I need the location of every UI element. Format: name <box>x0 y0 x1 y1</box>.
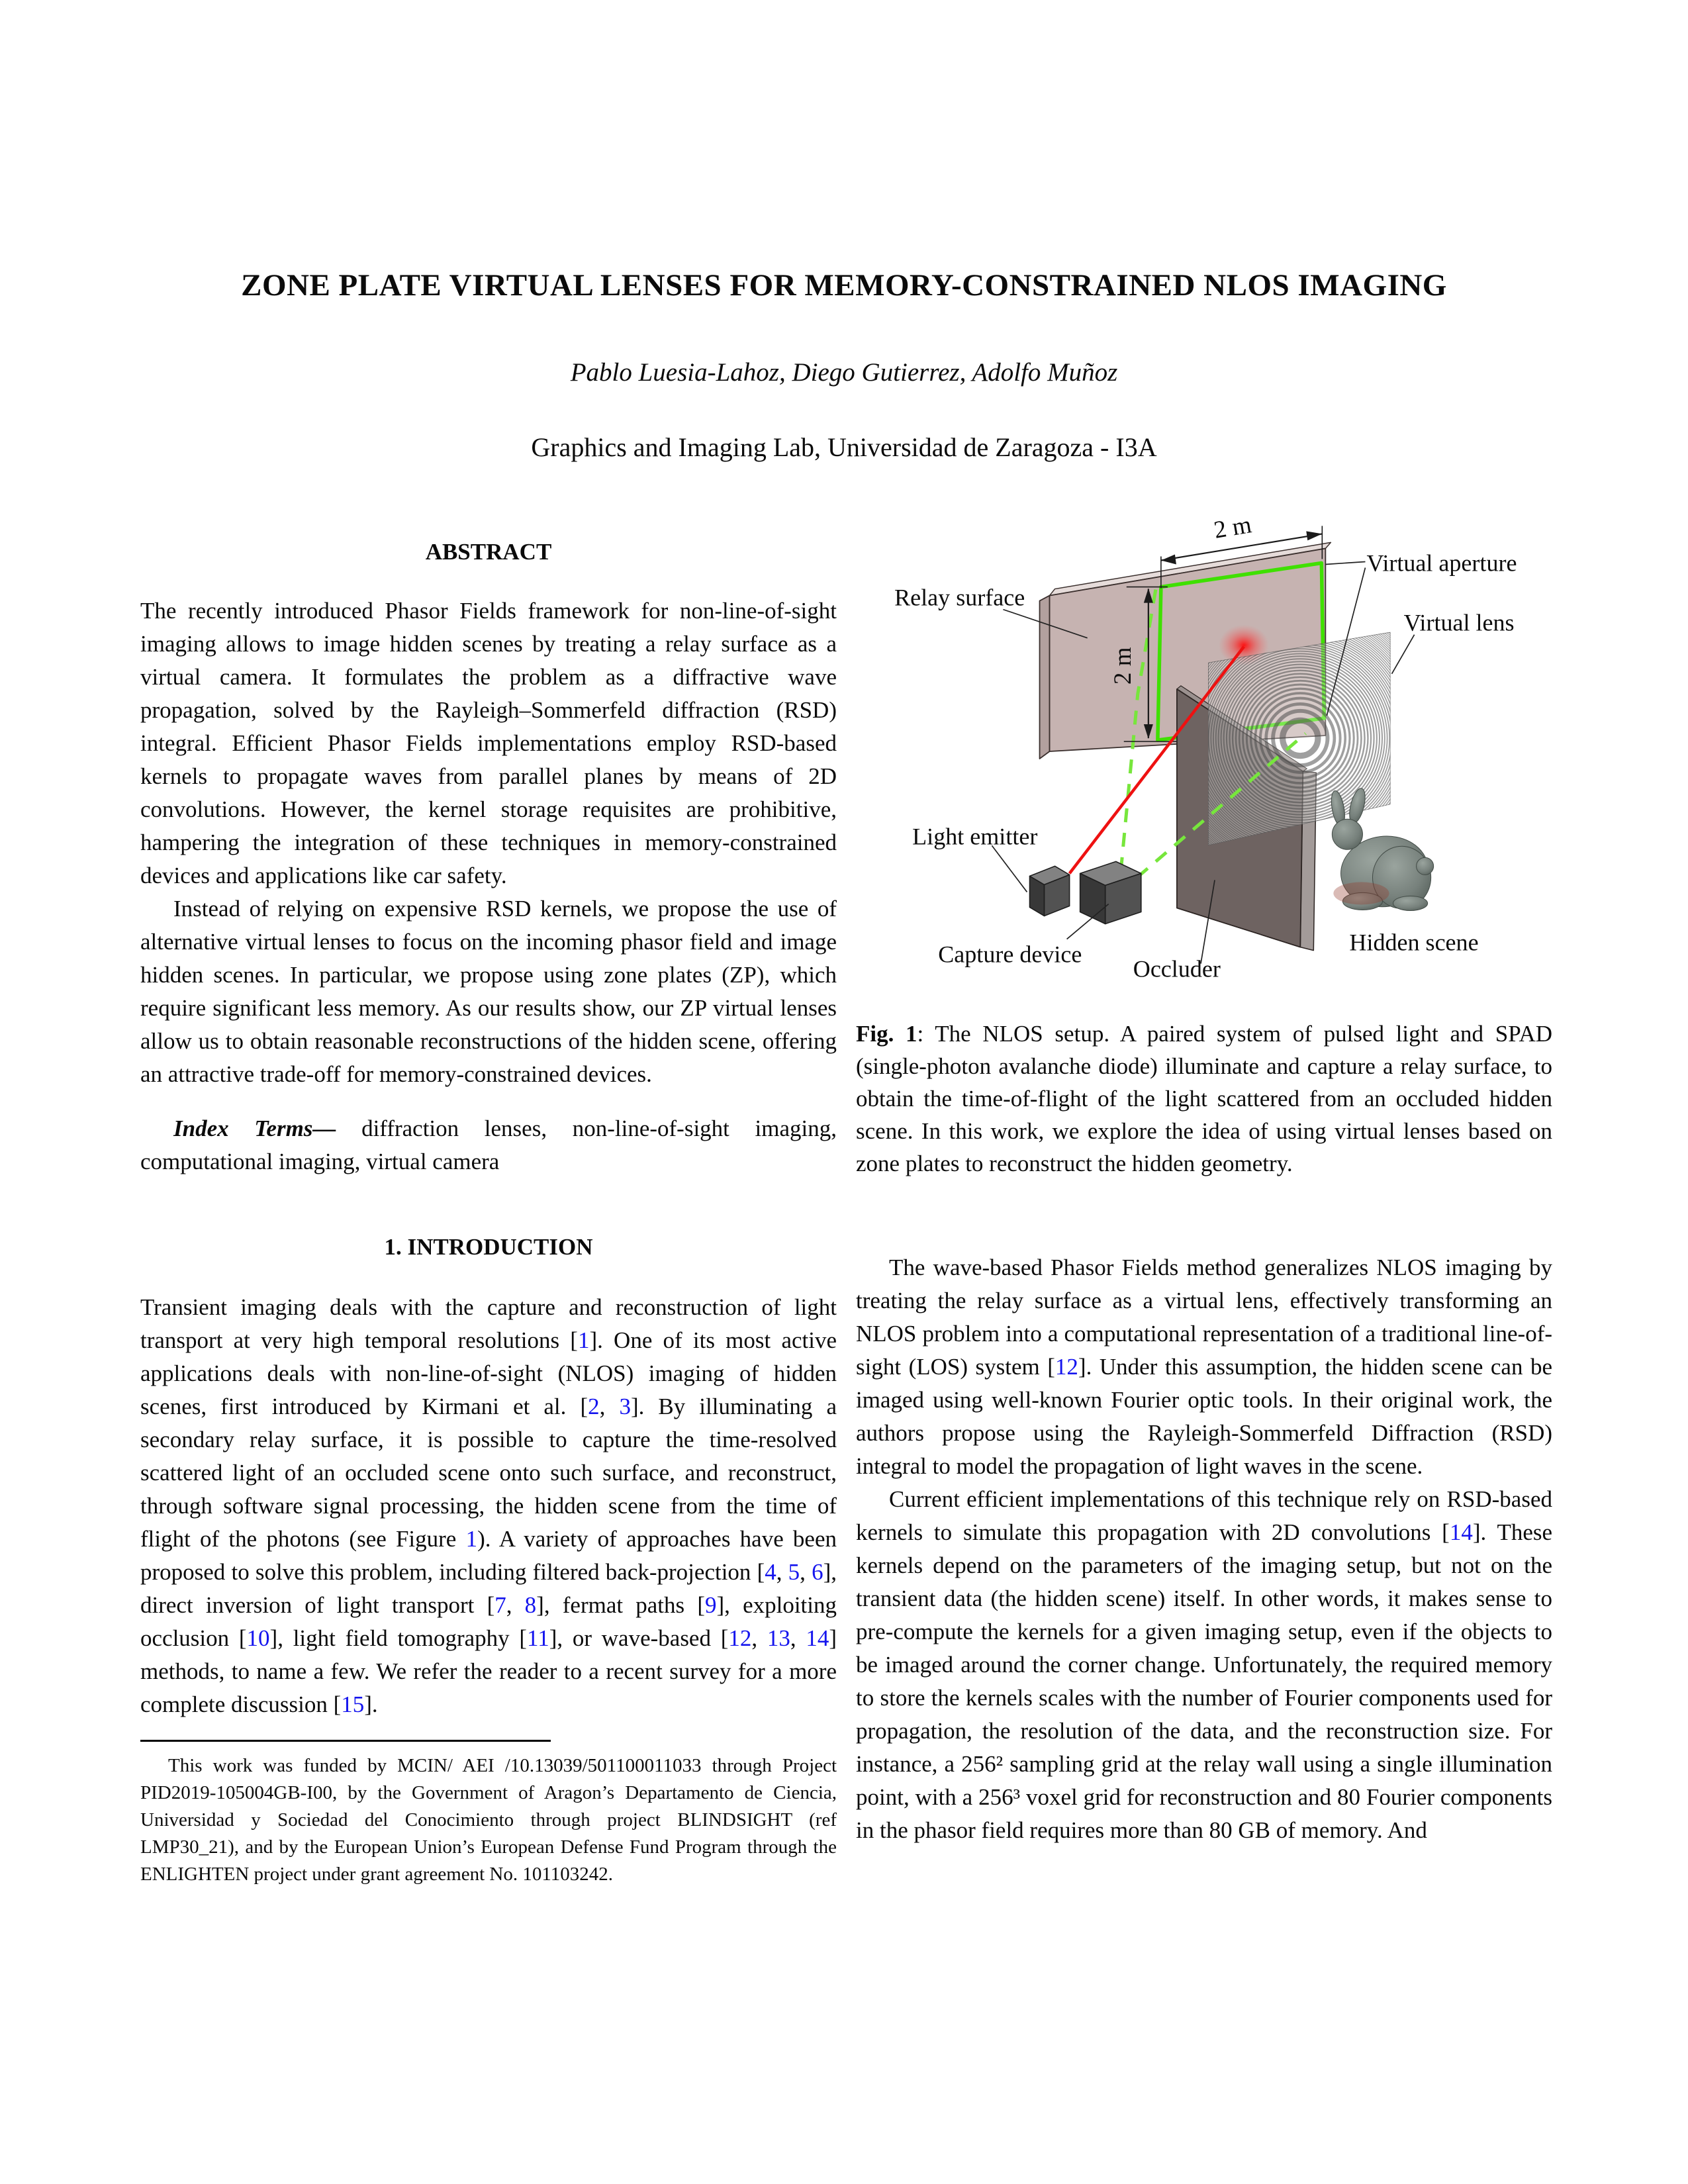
abstract-paragraph-1: The recently introduced Phasor Fields framework for non-line-of-sight imaging allows to image hidden scenes by treating a relay surface as a virtual camera. It formulates the problem as a diffractive wave propagation, solved by the Rayleigh–Sommerfeld diffraction (RSD) integral. Efficient Phasor Fields implementations employ RSD-based kernels to propagate waves from parallel planes by means of 2D convolutions. However, the kernel storage requisites are prohibitive, hampering the integration of these techniques in memory-constrained devices and applications like car safety. <box>140 598 837 888</box>
figure-caption-text: : The NLOS setup. A paired system of pulsed light and SPAD (single-photon avalanche diode) illuminate and capture a relay surface, to obtain the time-of-flight of the light scattered from an occluded hidden scene. In this work, we explore the idea of using virtual lenses based on zone plates to reconstruct the hidden geometry. <box>856 1021 1552 1176</box>
virtual-aperture-label: Virtual aperture <box>1366 549 1517 577</box>
light-emitter-device <box>1029 866 1069 916</box>
index-terms-list: diffraction lenses, non-line-of-sight imaging, computational imaging, virtual camera <box>140 1116 837 1174</box>
figure-1-nlos-setup <box>856 504 1552 979</box>
col2-paragraph-2: Current efficient implementations of this technique rely on RSD-based kernels to simulate this propagation with 2D convolutions [14]. These kernels depend on the parameters of the imaging setup, but not on the transient data (the hidden scene) itself. In other words, it makes sense to pre-compute the kernels for a given imaging setup, even if the objects to be imaged around the corner change. Unfortunately, the required memory to store the kernels scales with the number of Fourier components used for propagation, the resolution of the data, and the reconstruction size. For instance, a 256² sampling grid at the relay wall using a single illumination point, with a 256³ voxel grid for reconstruction and 80 Fourier components in the phasor field requires more than 80 GB of memory. And <box>856 1486 1553 1843</box>
hidden-scene-label: Hidden scene <box>1349 929 1479 956</box>
index-terms-label: Index Terms— <box>173 1116 336 1141</box>
light-emitter-label: Light emitter <box>912 823 1038 850</box>
width-dimension-label: 2 m <box>1211 511 1254 544</box>
footnote-rule <box>140 1740 551 1742</box>
abstract-heading: ABSTRACT <box>425 539 552 565</box>
index-terms <box>140 1112 837 1178</box>
figure-caption <box>856 1018 1552 1180</box>
capture-device-label: Capture device <box>938 941 1082 968</box>
funding-footnote: This work was funded by MCIN/ AEI /10.13039/501100011033 through Project PID2019-105004GB-I00, by the Government of Aragon’s Departamento de Ciencia, Universidad y Sociedad del Conocimiento through project BLINDSIGHT (ref LMP30_21), and by the European Union’s European Defense Fund Program through the ENLIGHTEN project under grant agreement No. 101103242. <box>140 1755 837 1885</box>
paper-title: ZONE PLATE VIRTUAL LENSES FOR MEMORY-CONSTRAINED NLOS IMAGING <box>241 268 1447 303</box>
paper-authors: Pablo Luesia-Lahoz, Diego Gutierrez, Adolfo Muñoz <box>570 358 1118 387</box>
abstract-paragraph-2: Instead of relying on expensive RSD kernels, we propose the use of alternative virtual lenses to focus on the incoming phasor field and image hidden scenes. In particular, we propose using zone plates (ZP), which require significant less memory. As our results show, our ZP virtual lenses allow us to obtain reasonable reconstructions of the hidden scene, offering an attractive trade-off for memory-constrained devices. <box>140 896 837 1087</box>
left-column <box>140 528 837 1888</box>
virtual-lens-label: Virtual lens <box>1403 609 1515 636</box>
relay-surface-label: Relay surface <box>894 584 1025 611</box>
figure-caption-label: Fig. 1 <box>856 1021 917 1047</box>
occluder-label: Occluder <box>1133 955 1221 979</box>
right-column <box>856 504 1552 1847</box>
intro-paragraph: Transient imaging deals with the capture and reconstruction of light transport at very high temporal resolutions [1]. One of its most active applications deals with non-line-of-sight (NLOS) imaging of hidden scenes, first introduced by Kirmani et al. [2, 3]. By illuminating a secondary relay surface, it is possible to capture the time-resolved scattered light of an occluded scene onto such surface, and reconstruct, through software signal processing, the hidden scene from the time of flight of the photons (see Figure 1). A variety of approaches have been proposed to solve this problem, including filtered back-projection [4, 5, 6], direct inversion of light transport [7, 8], fermat paths [9], exploiting occlusion [10], light field tomography [11], or wave-based [12, 13, 14] methods, to name a few. We refer the reader to a recent survey for a more complete discussion [15]. <box>140 1294 837 1717</box>
col2-paragraph-1: The wave-based Phasor Fields method generalizes NLOS imaging by treating the relay surface as a virtual lens, effectively transforming an NLOS problem into a computational representation of a traditional line-of-sight (LOS) system [12]. Under this assumption, the hidden scene can be imaged using well-known Fourier optic tools. In their original work, the authors propose using the Rayleigh-Sommerfeld Diffraction (RSD) integral to model the propagation of light waves in the scene. <box>856 1255 1552 1479</box>
height-dimension-label: 2 m <box>1109 647 1137 685</box>
paper-affiliation: Graphics and Imaging Lab, Universidad de Zaragoza - I3A <box>531 432 1157 462</box>
section-heading-introduction: 1. INTRODUCTION <box>384 1234 593 1260</box>
capture-device-box <box>1080 861 1141 924</box>
